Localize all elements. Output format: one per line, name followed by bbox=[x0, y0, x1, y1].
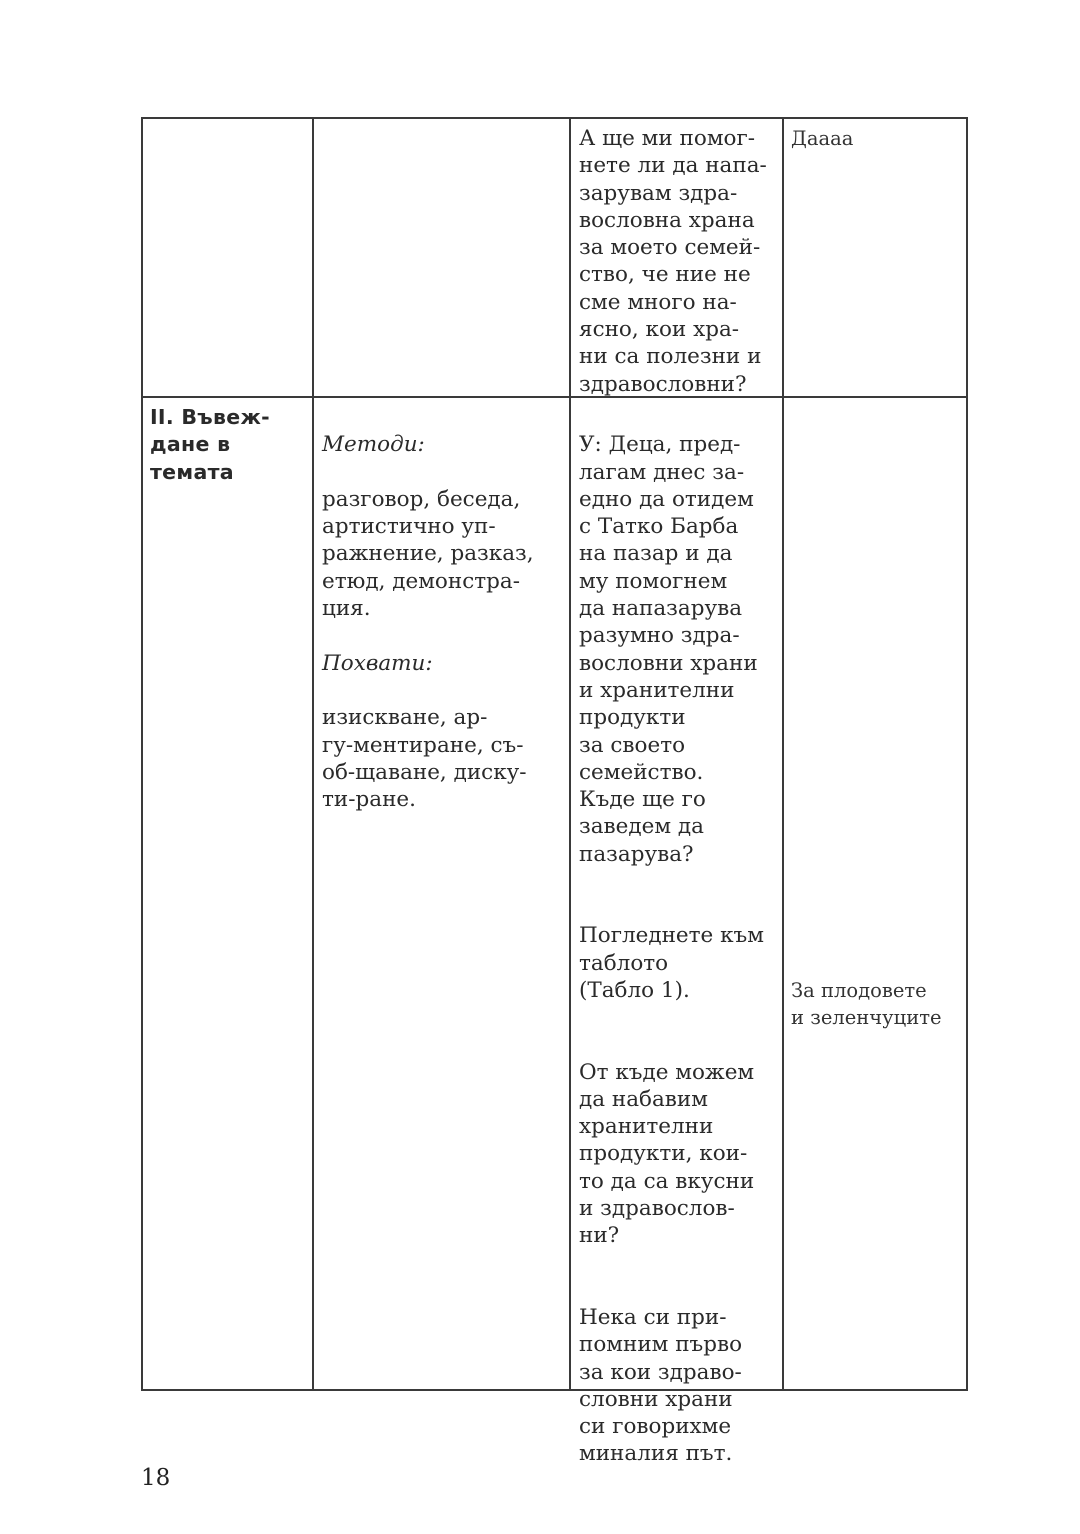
column-divider bbox=[782, 119, 784, 1389]
methods-cell bbox=[322, 404, 566, 841]
row1-teacher-text: А ще ми помог- нете ли да напа- зарувам здра- вословна храна за моето семей- ство, че ние не сме много на- ясно, кои хра- ни са полезни и здравословни? bbox=[579, 126, 767, 397]
teacher-cell bbox=[579, 404, 779, 1495]
column-divider bbox=[312, 119, 314, 1389]
children-answer: За плодовете и зеленчуците bbox=[791, 979, 942, 1030]
lesson-plan-table bbox=[141, 117, 968, 1467]
methods-label: Методи: bbox=[322, 432, 425, 458]
page-number: 18 bbox=[141, 1465, 171, 1491]
teacher-paragraph: Погледнете към таблото (Табло 1). bbox=[579, 923, 764, 1003]
techniques-label: Похвати: bbox=[322, 650, 433, 676]
techniques-text: изискване, ар- гу-ментиране, съ- об-щаване, диску- ти-ране. bbox=[322, 705, 527, 813]
row-divider bbox=[143, 396, 966, 398]
row1-children-answer: Даааа bbox=[791, 127, 854, 150]
methods-text: разговор, беседа, артистично уп- ражнение, разказ, етюд, демонстра- ция. bbox=[322, 486, 534, 622]
stage-title: II. Въвеж- дане в темата bbox=[150, 405, 270, 484]
column-divider bbox=[569, 119, 571, 1389]
teacher-paragraph: Нека си при- помним първо за кои здраво- словни храни си говорихме миналия път. bbox=[579, 1304, 743, 1467]
teacher-paragraph: От къде можем да набавим хранителни продукти, кои- то да са вкусни и здравослов- ни? bbox=[579, 1059, 755, 1249]
teacher-paragraph: У: Деца, пред- лагам днес за- едно да отидем с Татко Барба на пазар и да му помогнем да напазарува разумно здра- вословни храни и хранителни продукти за своето семейство. Къде ще го заведем да пазарува? bbox=[579, 432, 758, 867]
